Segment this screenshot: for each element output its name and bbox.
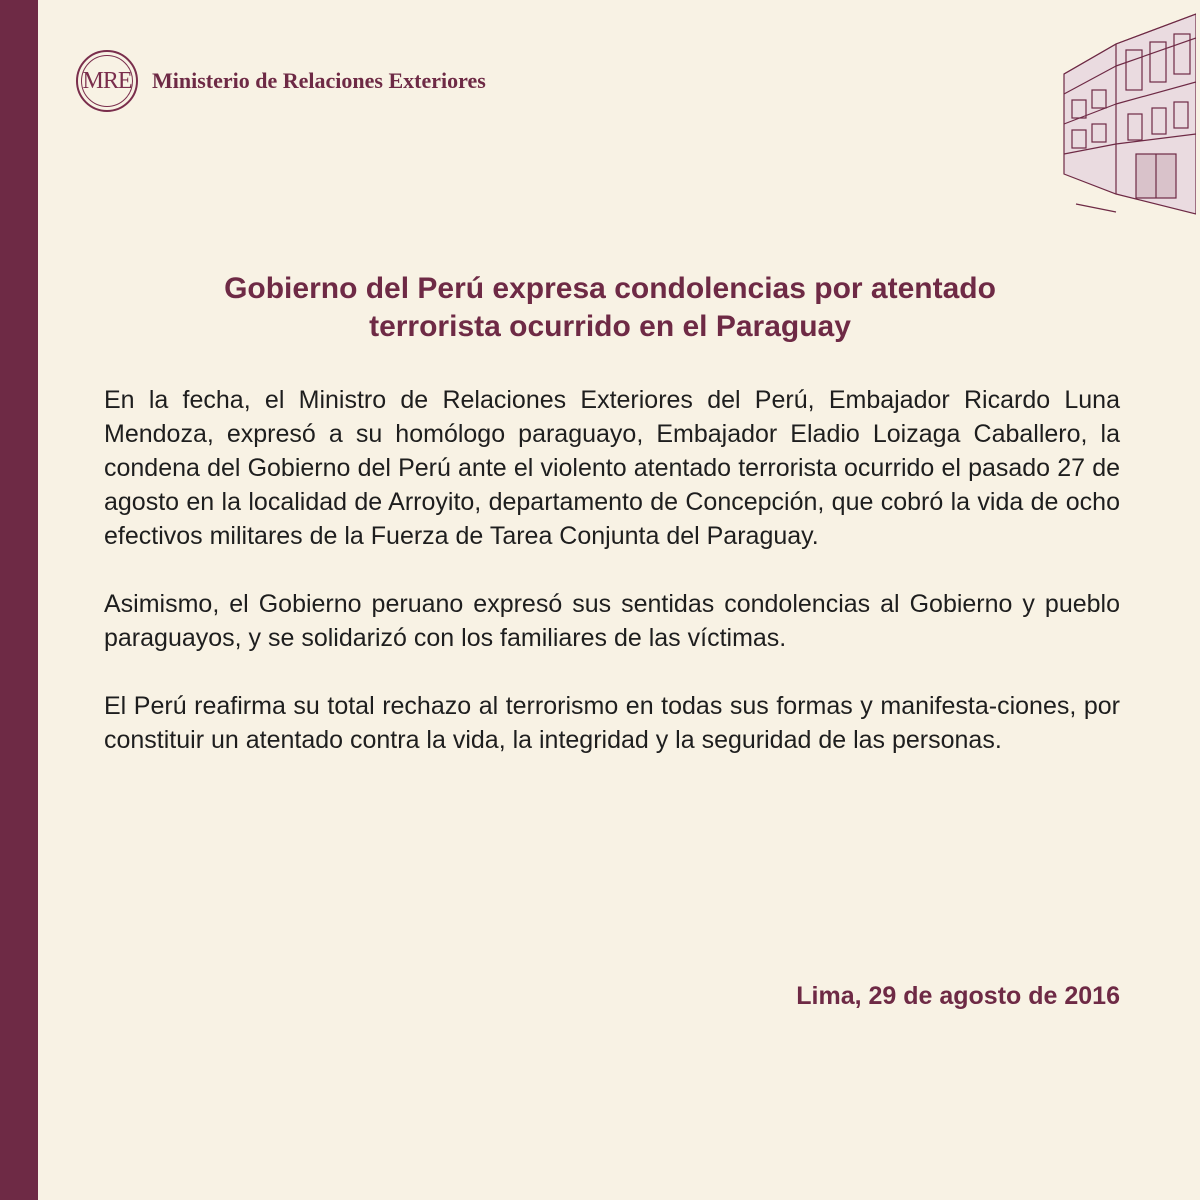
side-band: [0, 0, 38, 1200]
ministry-header: [76, 46, 486, 116]
title-line-1: Gobierno del Perú expresa condolencias por atentado: [224, 272, 996, 305]
ministry-name: Ministerio de Relaciones Exteriores: [152, 68, 486, 93]
statement-body: [104, 383, 1120, 791]
mre-seal-icon: [76, 50, 138, 112]
paragraph: En la fecha, el Ministro de Relaciones Exteriores del Perú, Embajador Ricardo Luna Mendoza, expresó a su homólogo paraguayo, Embajador Eladio Loizaga Caballero, la condena del Gobierno del Perú ante el violento atentado terrorista ocurrido el pasado 27 de agosto en la localidad de Arroyito, departamento de Concepción, que cobró la vida de ocho efectivos militares de la Fuerza de Tarea Conjunta del Paraguay.: [104, 386, 1120, 550]
title-line-2: terrorista ocurrido en el Paraguay: [369, 310, 851, 343]
seal-text: MRE: [82, 67, 132, 94]
page-title: [100, 270, 1120, 346]
paragraph: El Perú reafirma su total rechazo al terrorismo en todas sus formas y manifesta-ciones, por constituir un atentado contra la vida, la integridad y la seguridad de las personas.: [104, 692, 1120, 754]
dateline: Lima, 29 de agosto de 2016: [796, 982, 1120, 1010]
palace-illustration-icon: [1056, 4, 1196, 224]
paragraph: Asimismo, el Gobierno peruano expresó sus sentidas condolencias al Gobierno y pueblo paraguayos, y se solidarizó con los familiares de las víctimas.: [104, 590, 1120, 652]
